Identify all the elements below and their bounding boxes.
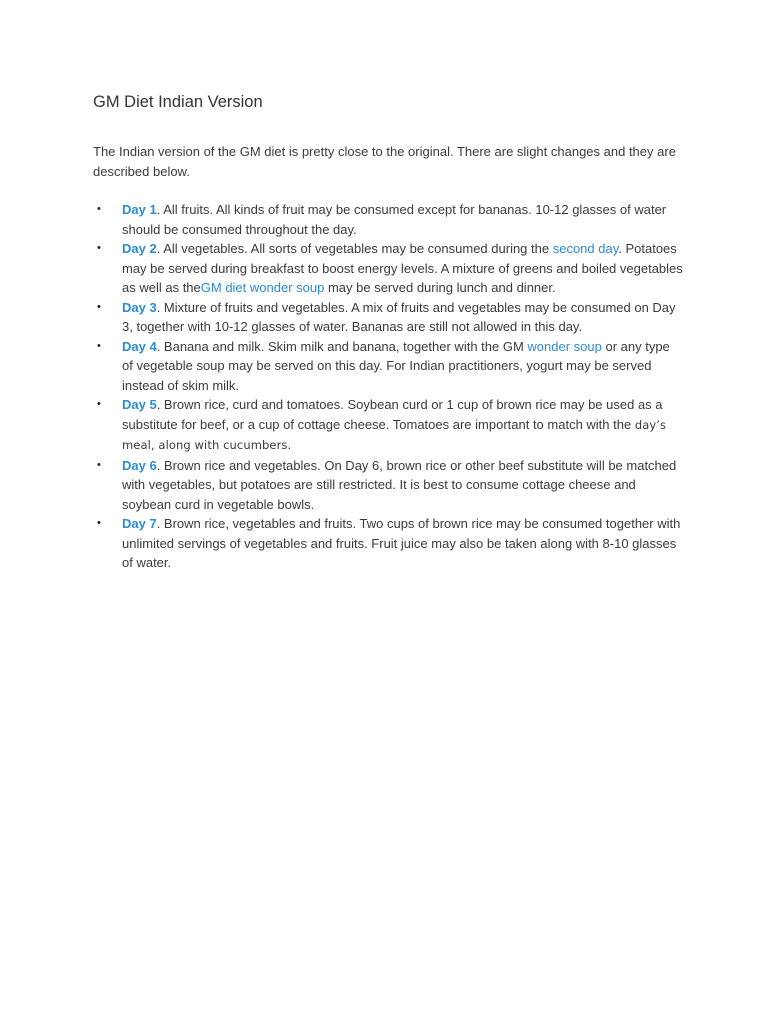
list-item-day-5 xyxy=(93,395,683,456)
day-text: . Potatoes may be served during breakfast to boost energy levels. A mixture of greens and boiled vegetables as well as the xyxy=(122,241,683,295)
bullet-icon: • xyxy=(97,458,101,471)
day-label: Day 6 xyxy=(122,457,157,473)
day-text: . Banana and milk. Skim milk and banana, together with the GM xyxy=(156,338,528,354)
list-item-day-1 xyxy=(93,200,683,239)
second-day-link[interactable]: second day xyxy=(552,241,619,256)
wonder-soup-link[interactable]: wonder soup xyxy=(527,338,602,354)
list-item-day-3 xyxy=(93,298,683,337)
list-item-day-4 xyxy=(93,337,683,396)
day-label: Day 2 xyxy=(122,241,157,256)
bullet-icon: • xyxy=(97,398,101,410)
day-label: Day 3 xyxy=(122,299,157,315)
document-page xyxy=(93,90,683,573)
bullet-icon: • xyxy=(97,242,101,254)
day-text: . All vegetables. All sorts of vegetables may be consumed during the xyxy=(156,241,553,256)
day-list xyxy=(93,200,683,573)
intro-paragraph: The Indian version of the GM diet is pretty close to the original. There are slight changes and they are described below. xyxy=(93,144,676,179)
day-text: or any type of vegetable soup may be served on this day. For Indian practitioners, yogurt may be served instead of skim milk. xyxy=(122,338,670,393)
day-text-alt-font: day’s meal, along with cucumbers. xyxy=(122,417,667,452)
day-label: Day 5 xyxy=(122,397,157,412)
day-text: . Brown rice, curd and tomatoes. Soybean curd or 1 cup of brown rice may be used as a substitute for beef, or a cup of cottage cheese. Tomatoes are important to match with the xyxy=(122,397,663,432)
day-label: Day 7 xyxy=(122,516,157,531)
day-label: Day 4 xyxy=(122,338,157,354)
day-label: Day 1 xyxy=(122,202,157,217)
list-item-day-2 xyxy=(93,239,683,298)
day-text: . All fruits. All kinds of fruit may be consumed except for bananas. 10-12 glasses of water should be consumed throughout the day. xyxy=(122,202,667,237)
list-item-day-6 xyxy=(93,456,683,515)
gm-diet-wonder-soup-link[interactable]: GM diet wonder soup xyxy=(200,280,325,295)
day-text: . Brown rice and vegetables. On Day 6, brown rice or other beef substitute will be matched with vegetables, but potatoes are still restricted. It is best to consume cottage cheese and soybean curd in vegetable bowls. xyxy=(122,457,677,512)
bullet-icon: • xyxy=(97,339,101,352)
day-text: . Brown rice, vegetables and fruits. Two cups of brown rice may be consumed together with unlimited servings of vegetables and fruits. Fruit juice may also be taken along with 8-10 glasses of water. xyxy=(122,516,681,570)
list-item-day-7 xyxy=(93,514,683,573)
day-text: . Mixture of fruits and vegetables. A mix of fruits and vegetables may be consumed on Day 3, together with 10-12 glasses of water. Bananas are still not allowed in this day. xyxy=(122,299,676,334)
bullet-icon: • xyxy=(97,517,101,529)
bullet-icon: • xyxy=(97,203,101,215)
page-title: GM Diet Indian Version xyxy=(93,93,263,111)
day-text: may be served during lunch and dinner. xyxy=(324,280,556,295)
bullet-icon: • xyxy=(97,300,101,313)
